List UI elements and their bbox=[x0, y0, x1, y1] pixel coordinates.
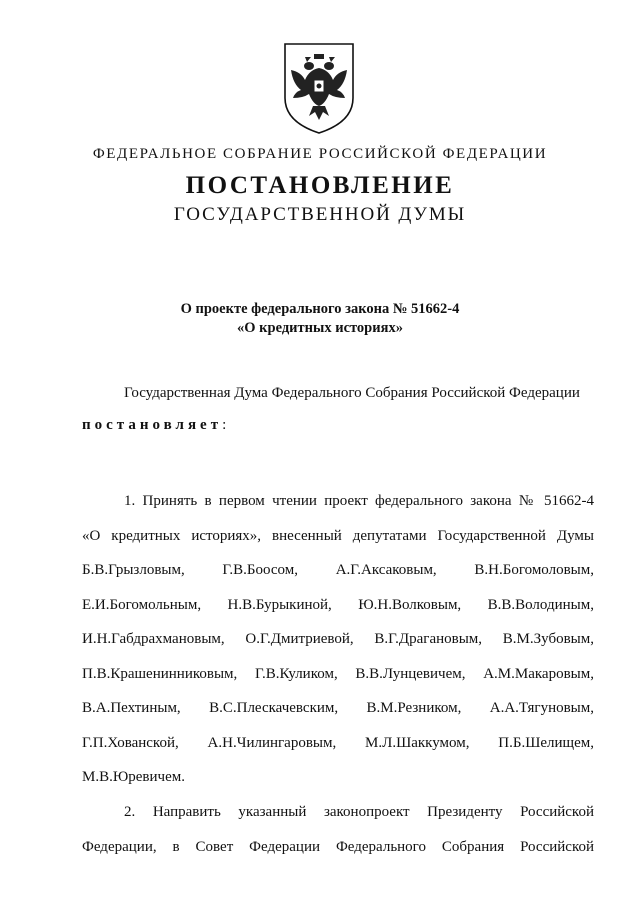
paragraph-1-line: Б.В.Грызловым, Г.В.Боосом, А.Г.Аксаковым, В.Н.Богомоловым, bbox=[82, 562, 594, 578]
paragraph-1-line: «О кредитных историях», внесенный депутатами Государственной Думы bbox=[82, 527, 594, 544]
document-title: ПОСТАНОВЛЕНИЕ bbox=[185, 172, 455, 199]
paragraph-1-line: Е.И.Богомольным, Н.В.Бурыкиной, Ю.Н.Волковым, В.В.Володиным, bbox=[82, 596, 594, 613]
resolves-text: постановляет bbox=[82, 417, 223, 433]
intro-paragraph: Государственная Дума Федерального Собрания Российской Федерации bbox=[124, 385, 580, 401]
paragraph-1-line: Г.П.Хованской, А.Н.Чилингаровым, М.Л.Шаккумом, П.Б.Шелищем, bbox=[82, 734, 594, 751]
paragraph-1-line: П.В.Крашенинниковым, Г.В.Куликом, В.В.Лунцевичем, А.М.Макаровым, bbox=[82, 665, 594, 682]
paragraph-1-line: 1. Принять в первом чтении проект федерального закона № 51662-4 bbox=[124, 493, 594, 509]
paragraph-1-line: И.Н.Габдрахмановым, О.Г.Дмитриевой, В.Г.Драгановым, В.М.Зубовым, bbox=[82, 631, 594, 647]
paragraph-2 bbox=[82, 795, 594, 864]
paragraph-2-line: Федерации, в Совет Федерации Федерального Собрания Российской bbox=[82, 838, 594, 855]
paragraph-1-line: В.А.Пехтиным, В.С.Плескачевским, В.М.Резником, А.А.Тягуновым, bbox=[82, 700, 594, 716]
subject-line-2: «О кредитных историях» bbox=[237, 320, 403, 336]
resolves-word bbox=[82, 417, 594, 434]
paragraph-1-line: М.В.Юревичем. bbox=[82, 769, 185, 785]
coat-of-arms-icon bbox=[279, 40, 359, 136]
resolves-colon: : bbox=[222, 417, 227, 433]
paragraph-2-line: 2. Направить указанный законопроект Президенту Российской bbox=[124, 804, 594, 820]
subject-line-1: О проекте федерального закона № 51662-4 bbox=[180, 301, 460, 317]
assembly-name: ФЕДЕРАЛЬНОЕ СОБРАНИЕ РОССИЙСКОЙ ФЕДЕРАЦИИ bbox=[92, 146, 548, 162]
document-subject bbox=[0, 300, 640, 338]
document-subtitle: ГОСУДАРСТВЕННОЙ ДУМЫ bbox=[173, 204, 467, 225]
paragraph-1 bbox=[82, 484, 594, 795]
